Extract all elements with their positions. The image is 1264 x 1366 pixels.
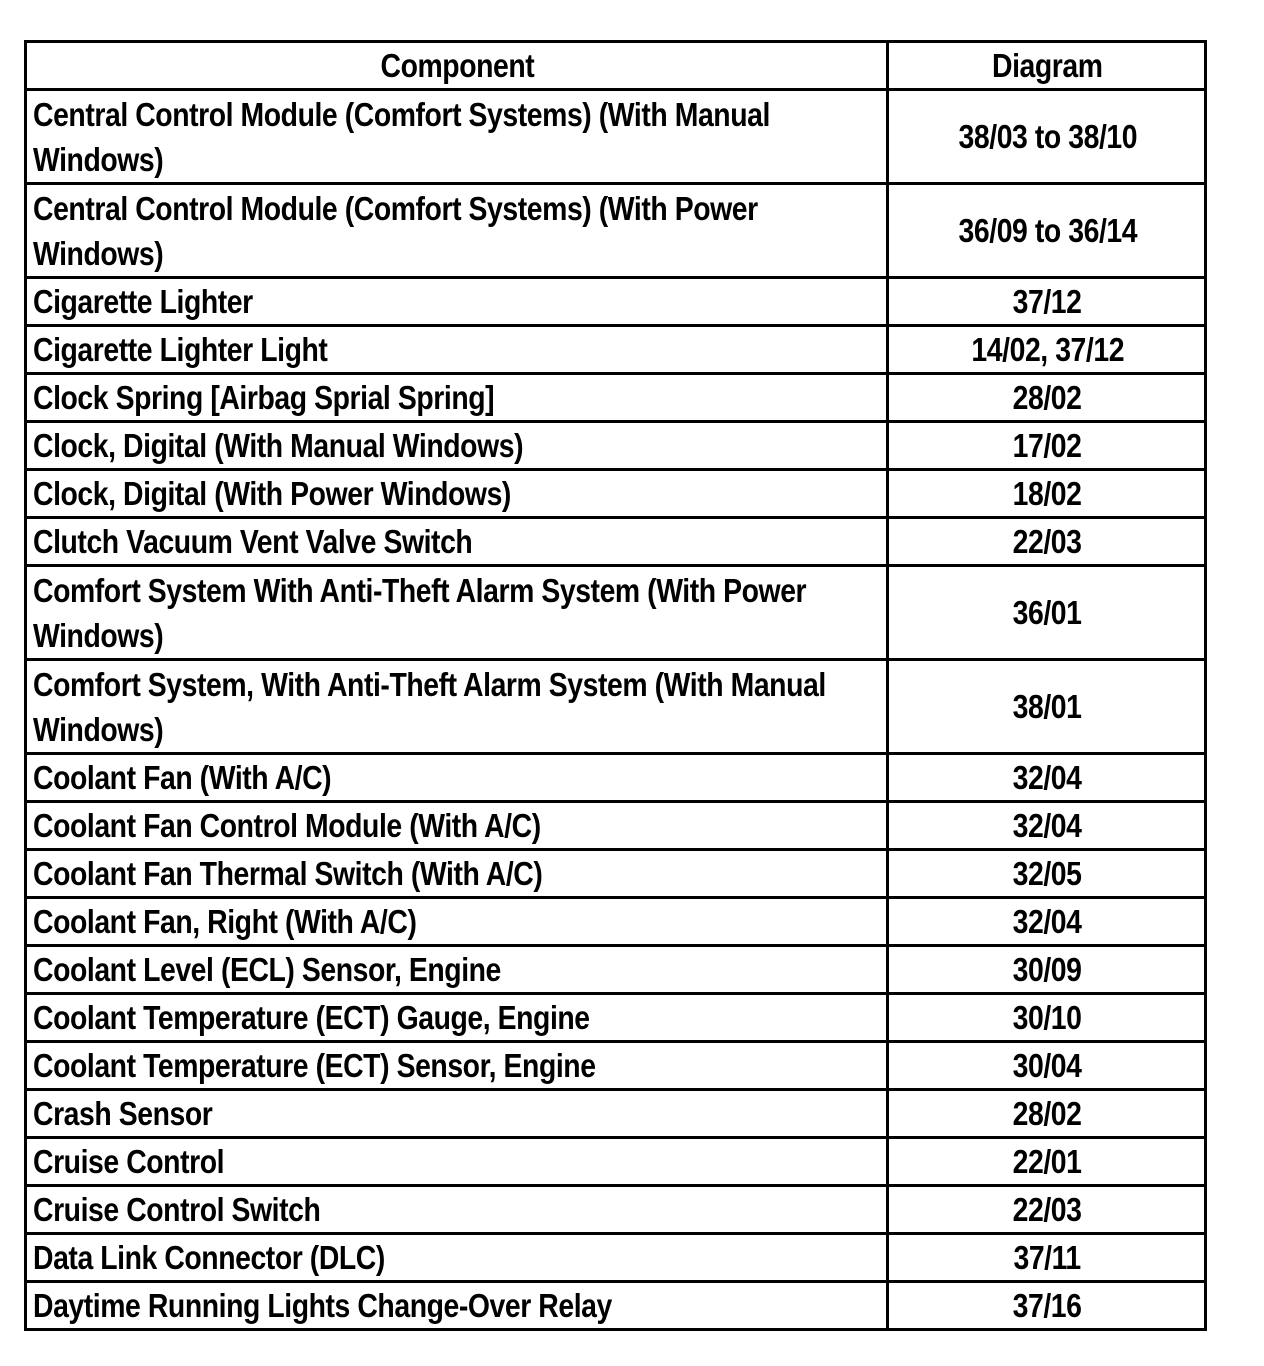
table-row: [26, 754, 1206, 802]
column-header-component: Component: [26, 42, 888, 90]
table-row: [26, 566, 1206, 660]
header-row: [26, 42, 1206, 90]
diagram-cell: 30/09: [888, 946, 1206, 994]
diagram-cell: 36/09 to 36/14: [888, 184, 1206, 278]
diagram-cell: 32/05: [888, 850, 1206, 898]
table-row: [26, 1138, 1206, 1186]
component-diagram-table: [24, 40, 1207, 1331]
component-cell: Cigarette Lighter: [26, 278, 888, 326]
diagram-cell: 18/02: [888, 470, 1206, 518]
table-row: [26, 660, 1206, 754]
component-cell: Clock, Digital (With Manual Windows): [26, 422, 888, 470]
table-row: [26, 850, 1206, 898]
table-row: [26, 470, 1206, 518]
component-cell: Coolant Temperature (ECT) Gauge, Engine: [26, 994, 888, 1042]
component-cell: Coolant Fan (With A/C): [26, 754, 888, 802]
table-row: [26, 1282, 1206, 1330]
diagram-cell: 17/02: [888, 422, 1206, 470]
table-row: [26, 946, 1206, 994]
diagram-cell: 22/03: [888, 518, 1206, 566]
diagram-cell: 36/01: [888, 566, 1206, 660]
component-cell: Coolant Fan Control Module (With A/C): [26, 802, 888, 850]
table-row: [26, 184, 1206, 278]
table-row: [26, 422, 1206, 470]
diagram-cell: 30/10: [888, 994, 1206, 1042]
diagram-cell: 30/04: [888, 1042, 1206, 1090]
component-cell: Daytime Running Lights Change-Over Relay: [26, 1282, 888, 1330]
component-cell: Cigarette Lighter Light: [26, 326, 888, 374]
table-row: [26, 1186, 1206, 1234]
component-cell: Clutch Vacuum Vent Valve Switch: [26, 518, 888, 566]
table-row: [26, 898, 1206, 946]
diagram-cell: 32/04: [888, 754, 1206, 802]
table-row: [26, 278, 1206, 326]
table-row: [26, 1090, 1206, 1138]
table-row: [26, 1042, 1206, 1090]
component-cell: Clock, Digital (With Power Windows): [26, 470, 888, 518]
component-cell: Coolant Level (ECL) Sensor, Engine: [26, 946, 888, 994]
diagram-cell: 32/04: [888, 802, 1206, 850]
column-header-diagram: Diagram: [888, 42, 1206, 90]
diagram-cell: 22/03: [888, 1186, 1206, 1234]
component-cell: Coolant Fan, Right (With A/C): [26, 898, 888, 946]
component-cell: Comfort System, With Anti-Theft Alarm System (With Manual Windows): [26, 660, 888, 754]
table-row: [26, 802, 1206, 850]
diagram-cell: 28/02: [888, 1090, 1206, 1138]
component-cell: Coolant Fan Thermal Switch (With A/C): [26, 850, 888, 898]
component-cell: Cruise Control Switch: [26, 1186, 888, 1234]
diagram-cell: 22/01: [888, 1138, 1206, 1186]
table-row: [26, 374, 1206, 422]
diagram-cell: 38/03 to 38/10: [888, 90, 1206, 184]
table-row: [26, 518, 1206, 566]
component-cell: Crash Sensor: [26, 1090, 888, 1138]
table-row: [26, 90, 1206, 184]
component-cell: Data Link Connector (DLC): [26, 1234, 888, 1282]
component-cell: Comfort System With Anti-Theft Alarm System (With Power Windows): [26, 566, 888, 660]
component-cell: Central Control Module (Comfort Systems) (With Manual Windows): [26, 90, 888, 184]
table-row: [26, 1234, 1206, 1282]
table-row: [26, 326, 1206, 374]
diagram-cell: 37/12: [888, 278, 1206, 326]
diagram-cell: 37/16: [888, 1282, 1206, 1330]
diagram-cell: 28/02: [888, 374, 1206, 422]
component-cell: Central Control Module (Comfort Systems) (With Power Windows): [26, 184, 888, 278]
component-cell: Coolant Temperature (ECT) Sensor, Engine: [26, 1042, 888, 1090]
component-cell: Cruise Control: [26, 1138, 888, 1186]
component-cell: Clock Spring [Airbag Sprial Spring]: [26, 374, 888, 422]
diagram-cell: 37/11: [888, 1234, 1206, 1282]
diagram-cell: 38/01: [888, 660, 1206, 754]
table-row: [26, 994, 1206, 1042]
diagram-cell: 14/02, 37/12: [888, 326, 1206, 374]
diagram-cell: 32/04: [888, 898, 1206, 946]
